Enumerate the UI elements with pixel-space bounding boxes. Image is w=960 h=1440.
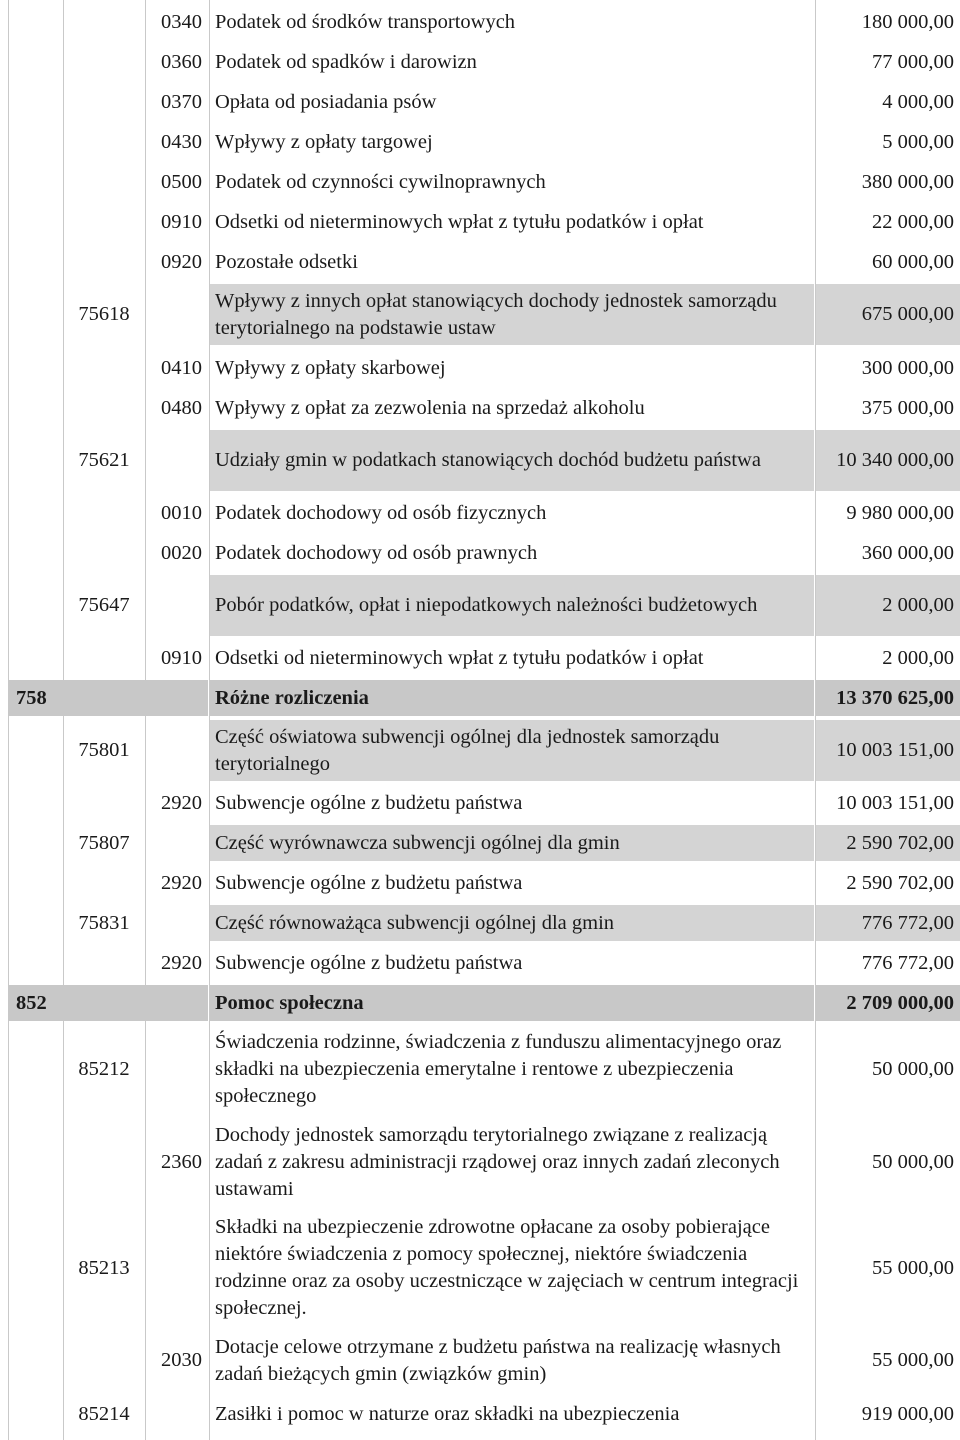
- chapter-code: 85214: [78, 1402, 130, 1425]
- item-name: Podatek od środków transportowych: [215, 10, 516, 33]
- table-row: [0, 1396, 960, 1432]
- table-row: [0, 680, 960, 716]
- paragraph-code: 0480: [161, 396, 202, 419]
- table-row: [0, 1118, 960, 1206]
- item-amount: 375 000,00: [861, 396, 954, 419]
- item-amount: 10 340 000,00: [816, 430, 960, 491]
- item-name: Wpływy z opłat za zezwolenia na sprzedaż alkoholu: [215, 396, 645, 419]
- chapter-code: 75621: [78, 449, 130, 471]
- table-row: [0, 284, 960, 345]
- item-amount: 10 003 151,00: [836, 791, 954, 814]
- item-name: Odsetki od nieterminowych wpłat z tytułu podatków i opłat: [215, 210, 704, 233]
- item-amount: 22 000,00: [872, 210, 954, 233]
- table-row: [0, 204, 960, 240]
- chapter-code: 75807: [78, 831, 130, 854]
- paragraph-code: 0020: [161, 541, 202, 564]
- item-amount: 9 980 000,00: [846, 501, 954, 524]
- item-name: Wpływy z opłaty targowej: [215, 130, 433, 153]
- paragraph-code: 0910: [161, 210, 202, 233]
- item-name: Podatek od czynności cywilnoprawnych: [215, 170, 546, 193]
- item-name: Świadczenia rodzinne, świadczenia z funduszu alimentacyjnego oraz składki na ubezpieczenia emerytalne i rentowe z ubezpieczenia społecznego: [215, 1030, 782, 1107]
- item-amount: 180 000,00: [861, 10, 954, 33]
- table-row: [0, 575, 960, 636]
- table-row: [0, 1025, 960, 1113]
- item-name: Dochody jednostek samorządu terytorialnego związane z realizacją zadań z zakresu administracji rządowej oraz innych zadań zleconych ustawami: [215, 1123, 780, 1200]
- item-name: Pobór podatków, opłat i niepodatkowych należności budżetowych: [210, 575, 814, 636]
- item-amount: 300 000,00: [861, 356, 954, 379]
- chapter-code: 75618: [78, 303, 130, 325]
- paragraph-code: 0910: [161, 646, 202, 669]
- item-amount: 60 000,00: [872, 250, 954, 273]
- table-row: [0, 905, 960, 941]
- paragraph-code: 0360: [161, 50, 202, 73]
- paragraph-code: 0430: [161, 130, 202, 153]
- item-amount: 13 370 625,00: [816, 680, 960, 716]
- paragraph-code: 2360: [161, 1150, 202, 1173]
- item-name: Opłata od posiadania psów: [215, 90, 437, 113]
- table-row: [0, 244, 960, 280]
- item-name: Wpływy z innych opłat stanowiących dochody jednostek samorządu terytorialnego na podstawie ustaw: [210, 284, 814, 345]
- item-name: Różne rozliczenia: [210, 680, 814, 716]
- item-name: Udziały gmin w podatkach stanowiących dochód budżetu państwa: [210, 430, 814, 491]
- table-row: [0, 84, 960, 120]
- item-name: Pozostałe odsetki: [215, 250, 358, 273]
- paragraph-code: 2920: [161, 951, 202, 974]
- item-amount: 55 000,00: [872, 1256, 954, 1279]
- item-name: Podatek od spadków i darowizn: [215, 50, 477, 73]
- item-amount: 2 590 702,00: [816, 825, 960, 861]
- chapter-code: 75831: [78, 911, 130, 934]
- paragraph-code: 0010: [161, 501, 202, 524]
- item-amount: 50 000,00: [872, 1150, 954, 1173]
- table-row: [0, 4, 960, 40]
- item-name: Subwencje ogólne z budżetu państwa: [215, 791, 523, 814]
- item-amount: 77 000,00: [872, 50, 954, 73]
- item-amount: 776 772,00: [861, 951, 954, 974]
- table-row: [0, 390, 960, 426]
- item-name: Podatek dochodowy od osób fizycznych: [215, 501, 547, 524]
- paragraph-code: 0410: [161, 356, 202, 379]
- item-amount: 10 003 151,00: [816, 720, 960, 781]
- item-name: Subwencje ogólne z budżetu państwa: [215, 871, 523, 894]
- section-code: 758: [16, 686, 47, 709]
- table-row: [0, 720, 960, 781]
- item-name: Podatek dochodowy od osób prawnych: [215, 541, 538, 564]
- paragraph-code: 0500: [161, 170, 202, 193]
- table-row: [0, 430, 960, 491]
- item-name: Zasiłki i pomoc w naturze oraz składki na ubezpieczenia: [215, 1402, 680, 1425]
- item-amount: 2 000,00: [816, 575, 960, 636]
- table-row: [0, 164, 960, 200]
- table-row: [0, 1210, 960, 1326]
- section-code: 852: [16, 991, 47, 1014]
- paragraph-code: 2030: [161, 1349, 202, 1371]
- table-row: [0, 350, 960, 386]
- table-row: [0, 785, 960, 821]
- item-name: Składki na ubezpieczenie zdrowotne opłacane za osoby pobierające niektóre świadczenia z pomocy społecznej, niektóre świadczenia rodzinne oraz za osoby uczestniczące w zajęciach w centrum integracji społecznej.: [215, 1216, 799, 1319]
- item-amount: 2 590 702,00: [846, 871, 954, 894]
- table-row: [0, 535, 960, 571]
- item-amount: 2 000,00: [882, 646, 954, 669]
- chapter-code: 75647: [78, 594, 130, 616]
- paragraph-code: 0340: [161, 10, 202, 33]
- item-amount: 55 000,00: [872, 1349, 954, 1371]
- paragraph-code: 2920: [161, 791, 202, 814]
- table-row: [0, 640, 960, 676]
- item-name: Pomoc społeczna: [210, 985, 814, 1021]
- item-amount: 50 000,00: [872, 1057, 954, 1080]
- chapter-code: 85213: [78, 1256, 130, 1279]
- item-amount: 919 000,00: [861, 1402, 954, 1425]
- paragraph-code: 0370: [161, 90, 202, 113]
- item-amount: 675 000,00: [816, 284, 960, 345]
- item-name: Dotacje celowe otrzymane z budżetu państwa na realizację własnych zadań bieżących gmin (związków gmin): [215, 1335, 781, 1385]
- table-row: [0, 985, 960, 1021]
- paragraph-code: 0920: [161, 250, 202, 273]
- item-name: Odsetki od nieterminowych wpłat z tytułu podatków i opłat: [215, 646, 704, 669]
- table-row: [0, 495, 960, 531]
- table-row: [0, 44, 960, 80]
- item-amount: 4 000,00: [882, 90, 954, 113]
- table-row: [0, 945, 960, 981]
- item-name: Część równoważąca subwencji ogólnej dla gmin: [210, 905, 814, 941]
- item-name: Część oświatowa subwencji ogólnej dla jednostek samorządu terytorialnego: [210, 720, 814, 781]
- item-amount: 5 000,00: [882, 130, 954, 153]
- item-amount: 380 000,00: [861, 170, 954, 193]
- paragraph-code: 2920: [161, 871, 202, 894]
- chapter-code: 75801: [78, 739, 130, 761]
- item-name: Subwencje ogólne z budżetu państwa: [215, 951, 523, 974]
- table-row: [0, 1330, 960, 1391]
- item-name: Część wyrównawcza subwencji ogólnej dla gmin: [210, 825, 814, 861]
- item-amount: 360 000,00: [861, 541, 954, 564]
- chapter-code: 85212: [78, 1057, 130, 1080]
- table-row: [0, 865, 960, 901]
- item-name: Wpływy z opłaty skarbowej: [215, 356, 446, 379]
- item-amount: 2 709 000,00: [816, 985, 960, 1021]
- table-row: [0, 825, 960, 861]
- item-amount: 776 772,00: [816, 905, 960, 941]
- table-row: [0, 124, 960, 160]
